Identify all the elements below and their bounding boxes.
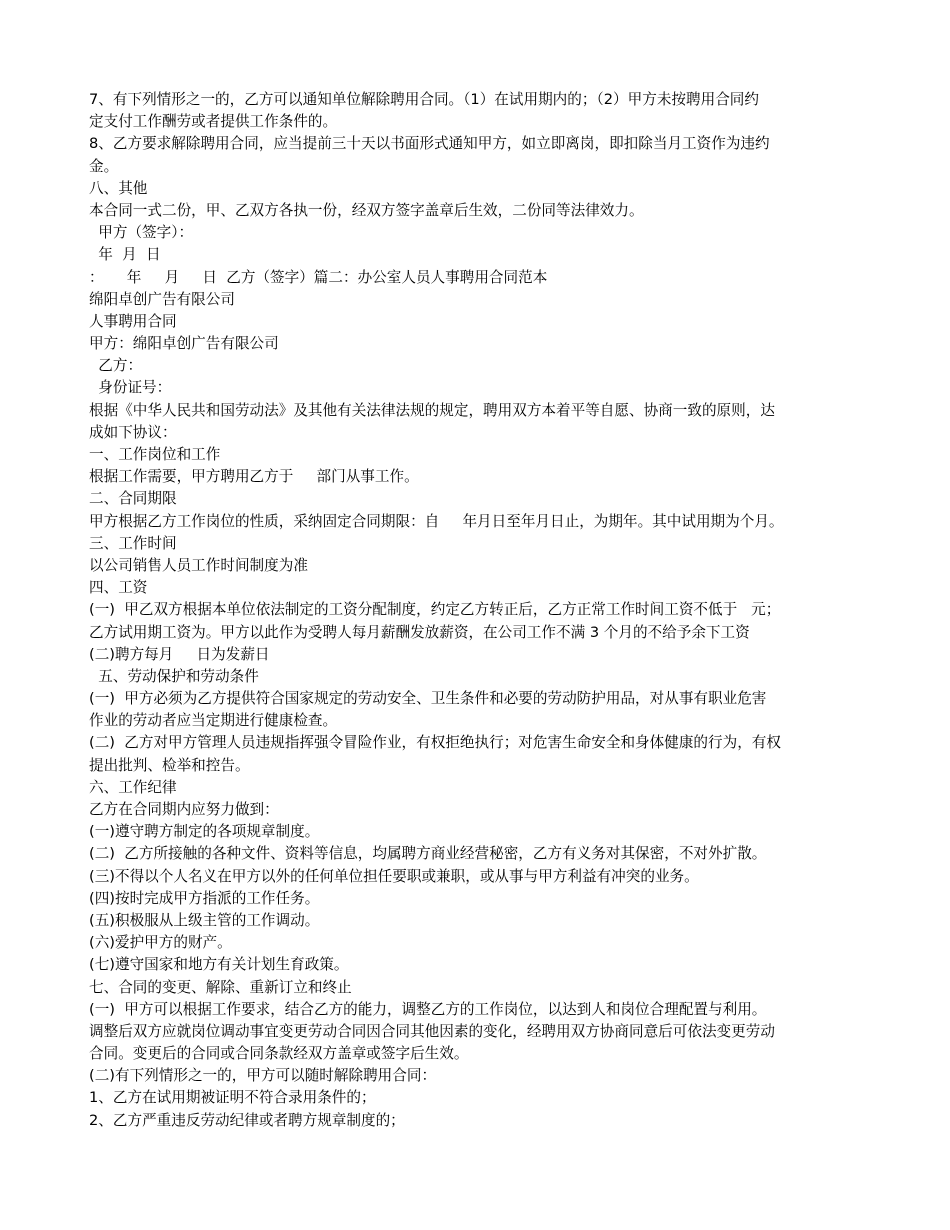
text-line: 身份证号： bbox=[89, 379, 172, 397]
text-line: 根据《中华人民共和国劳动法》及其他有关法律法规的规定，聘用双方本着平等自愿、协商一致的原则，达 bbox=[89, 401, 775, 419]
text-line: 八、其他 bbox=[89, 179, 148, 197]
text-line: (二)聘方每月 日为发薪日 bbox=[89, 645, 270, 663]
text-line: (四)按时完成甲方指派的工作任务。 bbox=[89, 889, 320, 907]
text-line: 合同。变更后的合同或合同条款经双方盖章或签字后生效。 bbox=[89, 1045, 469, 1063]
text-line: 本合同一式二份，甲、乙双方各执一份，经双方签字盖章后生效，二份同等法律效力。 bbox=[89, 201, 644, 219]
text-line: 甲方：绵阳卓创广告有限公司 bbox=[89, 335, 279, 353]
text-line: 七、合同的变更、解除、重新订立和终止 bbox=[89, 978, 352, 996]
text-line: (二) 乙方所接触的各种文件、资料等信息，均属聘方商业经营秘密，乙方有义务对其保密，不对外扩散。 bbox=[89, 845, 767, 863]
text-line: (二) 乙方对甲方管理人员违规指挥强令冒险作业，有权拒绝执行；对危害生命安全和身体健康的行为，有权 bbox=[89, 734, 781, 752]
text-line: 五、劳动保护和劳动条件 bbox=[89, 667, 259, 685]
text-line: (一) 甲乙双方根据本单位依法制定的工资分配制度，约定乙方转正后，乙方正常工作时间工资不低于 元； bbox=[89, 601, 781, 619]
text-line: 成如下协议： bbox=[89, 423, 177, 441]
text-line: 一、工作岗位和工作 bbox=[89, 446, 221, 463]
text-line: 8、乙方要求解除聘用合同，应当提前三十天以书面形式通知甲方，如立即离岗，即扣除当月工资作为违约 bbox=[89, 135, 770, 153]
text-line: 人事聘用合同 bbox=[89, 312, 177, 330]
text-line: 2、乙方严重违反劳动纪律或者聘方规章制度的； bbox=[89, 1111, 405, 1129]
text-line: (一)遵守聘方制定的各项规章制度。 bbox=[89, 823, 320, 841]
text-line: 甲方根据乙方工作岗位的性质，采纳固定合同期限：自 年月日至年月日止，为期年。其中试用期为个月。 bbox=[89, 512, 784, 530]
document-body bbox=[89, 89, 864, 1132]
text-line: ： 年 月 日 乙方（签字）篇二：办公室人员人事聘用合同范本 bbox=[89, 268, 548, 286]
text-line: (七)遵守国家和地方有关计划生育政策。 bbox=[89, 956, 349, 974]
text-line: (五)积极服从上级主管的工作调动。 bbox=[89, 911, 320, 929]
text-line: 年 月 日 bbox=[89, 246, 161, 264]
text-line: 绵阳卓创广告有限公司 bbox=[89, 290, 235, 308]
text-line: (三)不得以个人名义在甲方以外的任何单位担任要职或兼职，或从事与甲方利益有冲突的业务。 bbox=[89, 867, 699, 885]
text-line: 六、工作纪律 bbox=[89, 778, 177, 796]
text-line: (六)爱护甲方的财产。 bbox=[89, 934, 232, 952]
text-line: 金。 bbox=[89, 157, 119, 175]
text-line: 7、有下列情形之一的，乙方可以通知单位解除聘用合同。（1）在试用期内的；（2）甲方未按聘用合同约 bbox=[89, 91, 759, 108]
text-line: (一) 甲方可以根据工作要求，结合乙方的能力，调整乙方的工作岗位，以达到人和岗位合理配置与利用。 bbox=[89, 1000, 767, 1018]
text-line: 1、乙方在试用期被证明不符合录用条件的； bbox=[89, 1089, 376, 1107]
text-line: 提出批判、检举和控告。 bbox=[89, 756, 250, 774]
text-line: 四、工资 bbox=[89, 579, 148, 597]
text-line: 作业的劳动者应当定期进行健康检查。 bbox=[89, 712, 338, 730]
text-line: 以公司销售人员工作时间制度为准 bbox=[89, 556, 308, 574]
text-line: 乙方： bbox=[89, 357, 143, 375]
text-line: 二、合同期限 bbox=[89, 490, 177, 508]
text-line: 定支付工作酬劳或者提供工作条件的。 bbox=[89, 113, 338, 131]
text-line: 调整后双方应就岗位调动事宜变更劳动合同因合同其他因素的变化，经聘用双方协商同意后可依法变更劳动 bbox=[89, 1022, 775, 1040]
text-line: 根据工作需要，甲方聘用乙方于 部门从事工作。 bbox=[89, 468, 419, 486]
text-line: 三、工作时间 bbox=[89, 534, 177, 552]
text-line: 乙方试用期工资为。甲方以此作为受聘人每月薪酬发放薪资，在公司工作不满 3 个月的不给予余下工资 bbox=[89, 623, 750, 641]
text-line: 乙方在合同期内应努力做到： bbox=[89, 801, 279, 818]
text-line: (二)有下列情形之一的，甲方可以随时解除聘用合同： bbox=[89, 1067, 437, 1085]
text-line: 甲方（签字）： bbox=[89, 224, 194, 242]
text-line: (一) 甲方必须为乙方提供符合国家规定的劳动安全、卫生条件和必要的劳动防护用品，对从事有职业危害 bbox=[89, 690, 767, 708]
